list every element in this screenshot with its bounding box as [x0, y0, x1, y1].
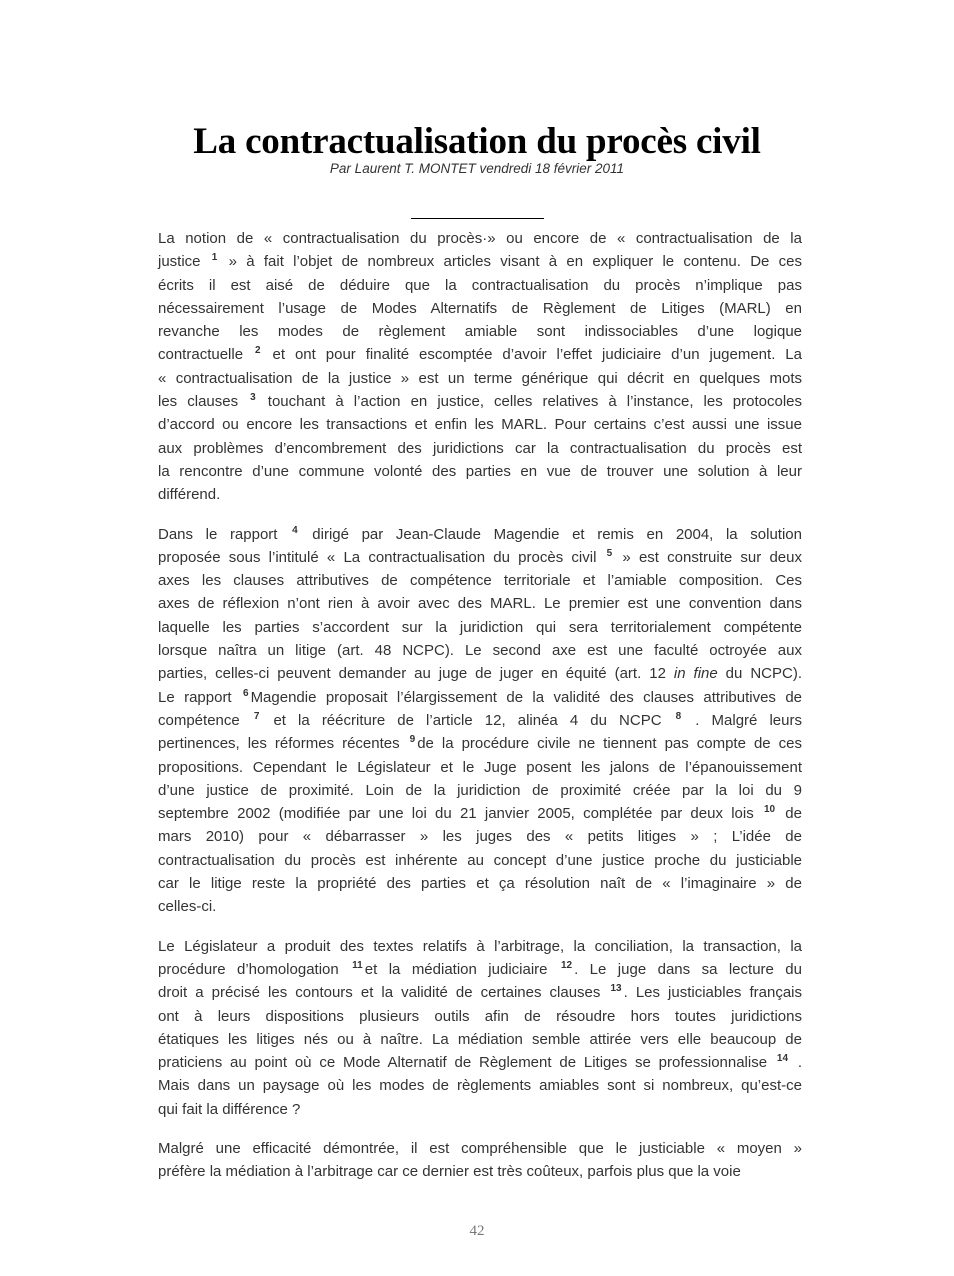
text-line: [158, 1098, 802, 1121]
text-run: et ont pour finalité escomptée d’avoir l’effet judiciaire d’un jugement. La: [262, 346, 802, 364]
text-run: de: [777, 805, 802, 823]
text-line: [158, 592, 802, 615]
footnote-ref[interactable]: 6: [243, 687, 249, 699]
paragraph: [158, 227, 802, 507]
text-run: . Malgré leurs: [683, 711, 802, 729]
text-run: lorsque naîtra un litige (art. 48 NCPC). Le second axe est une faculté octroyée aux: [158, 642, 802, 660]
text-line: [158, 250, 802, 273]
text-line: [158, 1005, 802, 1028]
text-run: droit a précisé les contours et la validité de certaines clauses: [158, 984, 609, 1002]
text-line: [158, 343, 802, 366]
text-line: [158, 1051, 802, 1074]
text-line: [158, 732, 802, 755]
footnote-ref[interactable]: 13: [610, 983, 622, 995]
text-run: celles-ci.: [158, 898, 217, 916]
text-line: [158, 274, 802, 297]
text-run: différend.: [158, 486, 221, 504]
text-line: [158, 1160, 802, 1183]
text-line: [158, 639, 802, 662]
text-line: [158, 872, 802, 895]
text-run: étatiques les litiges nés ou à naître. La médiation semble attirée vers elle beaucoup de: [158, 1030, 802, 1048]
text-run: .: [790, 1054, 802, 1072]
text-run: compétence: [158, 711, 252, 729]
footnote-ref[interactable]: 7: [253, 710, 260, 722]
text-run: procédure d’homologation: [158, 960, 351, 978]
text-run: praticiens au point où ce Mode Alternatif de Règlement de Litiges se professionnalise: [158, 1054, 775, 1072]
byline: Par Laurent T. MONTET vendredi 18 février 2011: [329, 161, 625, 176]
paragraph: [158, 1137, 802, 1184]
text-run: axes les clauses attributives de compétence territoriale et l’amiable composition. Ces: [158, 572, 802, 590]
text-run: » à fait l’objet de nombreux articles visant à en expliquer le contenu. De ces: [219, 253, 803, 271]
footnote-ref[interactable]: 14: [776, 1053, 789, 1065]
text-line: [158, 756, 802, 779]
text-run: et la médiation judiciaire: [364, 960, 559, 978]
text-run: mars 2010) pour « débarrasser » les juges des « petits litiges » ; L’idée de: [158, 828, 802, 846]
text-run: La notion de « contractualisation du procès·» ou encore de « contractualisation de la: [158, 230, 802, 247]
text-run: et la réécriture de l’article 12, alinéa 4 du NCPC: [261, 711, 674, 729]
text-run: pertinences, les réformes récentes: [158, 735, 408, 753]
text-line: [158, 895, 802, 918]
text-run: ont à leurs dispositions plusieurs outils afin de résoudre hors toutes juridictions: [158, 1007, 802, 1025]
text-run: Le Législateur a produit des textes relatifs à l’arbitrage, la conciliation, la transaction, la: [158, 937, 802, 955]
text-run: . Les justiciables français: [623, 984, 802, 1002]
text-run: d’une justice de proximité. Loin de la juridiction de proximité créée par la loi du 9: [158, 781, 802, 799]
text-run: d’accord ou encore les transactions et enfin les MARL. Pour certains c’est aussi une issue: [158, 416, 802, 434]
text-run: justice: [158, 253, 210, 271]
text-run: Malgré une efficacité démontrée, il est compréhensible que le justiciable « moyen »: [158, 1139, 802, 1157]
text-line: [158, 367, 802, 390]
text-run: propositions. Cependant le Législateur et le Juge posent les jalons de l’épanouissement: [158, 758, 802, 776]
text-line: [158, 546, 802, 569]
text-run: septembre 2002 (modifiée par une loi du 21 janvier 2005, complétée par deux lois: [158, 805, 762, 823]
text-line: [158, 802, 802, 825]
text-run: les clauses: [158, 393, 249, 411]
separator-rule: [411, 218, 544, 219]
footnote-ref[interactable]: 2: [255, 345, 261, 357]
text-line: [158, 825, 802, 848]
text-line: [158, 483, 802, 506]
text-line: [158, 849, 802, 872]
footnote-ref[interactable]: 4: [292, 524, 298, 536]
text-run: car le litige reste la propriété des parties et ça résolution naît de « l’imaginaire » de: [158, 875, 802, 893]
text-run: . Le juge dans sa lecture du: [574, 960, 802, 978]
text-line: [158, 437, 802, 460]
italic-text: in fine: [673, 665, 718, 683]
text-line: [158, 981, 802, 1004]
text-line: [158, 320, 802, 343]
text-line: [158, 569, 802, 592]
text-run: Le rapport: [158, 688, 241, 706]
footnote-ref[interactable]: 12: [560, 959, 573, 971]
document-title: La contractualisation du procès civil: [193, 121, 761, 162]
paragraph: [158, 935, 802, 1121]
text-run: du NCPC).: [717, 665, 803, 683]
text-line: [158, 662, 802, 685]
text-line: [158, 297, 802, 320]
page-number: 42: [469, 1223, 485, 1239]
text-line: [158, 935, 802, 958]
text-run: parties, celles-ci peuvent demander au juge de juger en équité (art. 12: [158, 665, 674, 683]
paragraph: [158, 523, 802, 919]
text-run: laquelle les parties s’accordent sur la juridiction qui sera territorialement compétente: [158, 618, 802, 636]
text-run: touchant à l’action en justice, celles relatives à l’instance, les protocoles: [257, 393, 803, 411]
text-run: contractuelle: [158, 346, 253, 364]
text-run: proposée sous l’intitulé « La contractualisation du procès civil: [158, 548, 605, 566]
text-line: [158, 523, 802, 546]
text-run: qui fait la différence ?: [158, 1100, 301, 1118]
footnote-ref[interactable]: 9: [409, 734, 416, 746]
text-line: [158, 616, 802, 639]
text-line: [158, 227, 802, 250]
text-run: préfère la médiation à l’arbitrage car ce dernier est très coûteux, parfois plus que la voie: [158, 1163, 741, 1181]
footnote-ref[interactable]: 3: [250, 392, 256, 404]
text-line: [158, 1028, 802, 1051]
text-run: axes de réflexion n’ont rien à avoir avec des MARL. Le premier est une convention dans: [158, 595, 802, 613]
footnote-ref[interactable]: 8: [675, 710, 682, 722]
text-line: [158, 1074, 802, 1097]
article-body: [158, 227, 802, 1200]
footnote-ref[interactable]: 5: [606, 547, 613, 559]
text-run: Magendie proposait l’élargissement de la validité des clauses attributives de: [250, 688, 803, 706]
text-run: contractualisation du procès est inhérente au concept d’une justice proche du justiciable: [158, 851, 802, 869]
text-run: Dans le rapport: [158, 525, 291, 543]
text-run: nécessairement l’usage de Modes Alternatifs de Règlement de Litiges (MARL) en: [158, 299, 802, 317]
text-line: [158, 686, 802, 709]
text-line: [158, 390, 802, 413]
text-line: [158, 709, 802, 732]
text-run: de la procédure civile ne tiennent pas compte de ces: [417, 735, 802, 753]
text-run: écrits il est aisé de déduire que la contractualisation du procès n’implique pas: [158, 276, 802, 294]
text-line: [158, 1137, 802, 1160]
text-run: Mais dans un paysage où les modes de règlements amiables sont si nombreux, qu’est-ce: [158, 1077, 802, 1095]
footnote-ref[interactable]: 11: [352, 959, 363, 971]
text-run: revanche les modes de règlement amiable sont indissociables d’une logique: [158, 323, 802, 341]
text-line: [158, 779, 802, 802]
text-run: la rencontre d’une commune volonté des parties en vue de trouver une solution à leur: [158, 462, 802, 480]
text-run: aux problèmes d’encombrement des juridictions car la contractualisation du procès est: [158, 439, 802, 457]
footnote-ref[interactable]: 1: [211, 252, 218, 264]
text-line: [158, 413, 802, 436]
footnote-ref[interactable]: 10: [763, 804, 776, 816]
text-run: « contractualisation de la justice » est un terme générique qui décrit en quelques mots: [158, 369, 802, 387]
text-run: » est construite sur deux: [614, 548, 802, 566]
text-line: [158, 460, 802, 483]
text-run: dirigé par Jean-Claude Magendie et remis en 2004, la solution: [299, 525, 802, 543]
text-line: [158, 958, 802, 981]
